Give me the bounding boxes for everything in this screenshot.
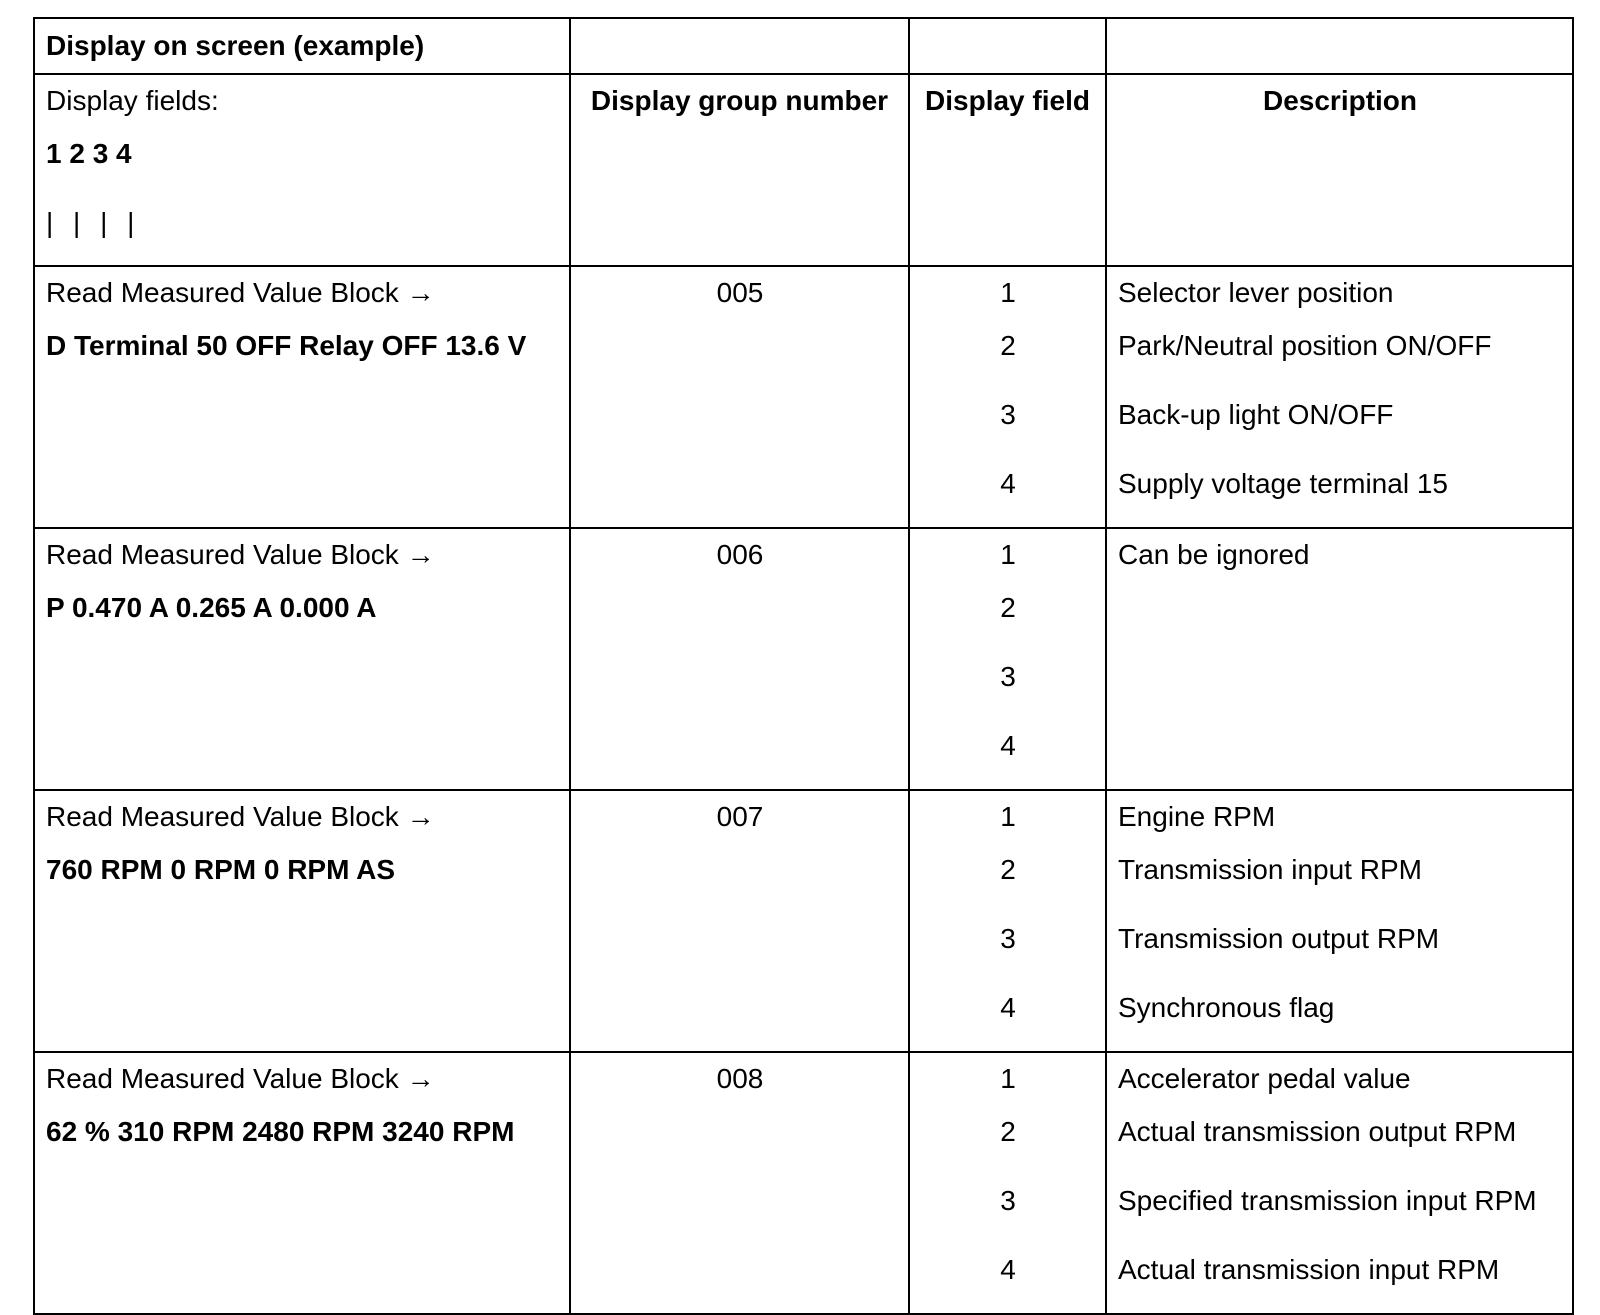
- field-number: 1: [1000, 1063, 1016, 1094]
- description-text: Can be ignored: [1118, 539, 1310, 570]
- group-cell: [570, 790, 909, 1052]
- row-label: Read Measured Value Block →: [46, 539, 435, 570]
- field-cell: [909, 790, 1106, 1052]
- field-number: 2: [1000, 592, 1016, 623]
- group-number: 008: [716, 1063, 764, 1094]
- field-number: 4: [1000, 1254, 1016, 1285]
- empty-title-cell: [909, 18, 1106, 74]
- field-number: 2: [1000, 854, 1016, 885]
- description-cell: [1106, 790, 1573, 1052]
- empty-title-cell: [1106, 18, 1573, 74]
- row-label: Read Measured Value Block →: [46, 1063, 435, 1094]
- title-row: [34, 18, 1573, 74]
- row-values: P 0.470 A 0.265 A 0.000 A: [46, 592, 377, 623]
- row-values: 62 % 310 RPM 2480 RPM 3240 RPM: [46, 1116, 515, 1147]
- header-display-fields-cell: [34, 74, 570, 266]
- group-cell: [570, 1052, 909, 1314]
- field-cell: [909, 1052, 1106, 1314]
- group-cell: [570, 266, 909, 528]
- display-cell: [34, 790, 570, 1052]
- field-number: 3: [1000, 399, 1016, 430]
- field-number: 1: [1000, 277, 1016, 308]
- table-row: [34, 790, 1573, 1052]
- group-number: 006: [716, 539, 764, 570]
- description-text: Transmission output RPM: [1118, 923, 1440, 954]
- field-number: 2: [1000, 1116, 1016, 1147]
- field-number: 4: [1000, 730, 1016, 761]
- description-text: Actual transmission input RPM: [1118, 1254, 1500, 1285]
- description-cell: [1106, 1052, 1573, 1314]
- description-cell: [1106, 266, 1573, 528]
- header-description: Description: [1262, 85, 1418, 116]
- field-number: 4: [1000, 992, 1016, 1023]
- group-number: 005: [716, 277, 764, 308]
- description-text: Specified transmission input RPM: [1118, 1185, 1537, 1216]
- empty-title-cell: [570, 18, 909, 74]
- header-group-number-cell: [570, 74, 909, 266]
- description-text: Transmission input RPM: [1118, 854, 1422, 885]
- field-numbers: 1 2 3 4: [46, 138, 132, 169]
- field-number: 1: [1000, 801, 1016, 832]
- header-description-cell: [1106, 74, 1573, 266]
- header-row: [34, 74, 1573, 266]
- field-number: 3: [1000, 923, 1016, 954]
- field-number: 3: [1000, 661, 1016, 692]
- field-number: 3: [1000, 1185, 1016, 1216]
- field-pipes: | | | |: [46, 207, 141, 238]
- description-text: Synchronous flag: [1118, 992, 1335, 1023]
- measured-value-table: [33, 17, 1574, 1315]
- table-row: [34, 266, 1573, 528]
- display-cell: [34, 1052, 570, 1314]
- description-text: Park/Neutral position ON/OFF: [1118, 330, 1492, 361]
- description-text: Actual transmission output RPM: [1118, 1116, 1517, 1147]
- field-number: 4: [1000, 468, 1016, 499]
- description-text: Engine RPM: [1118, 801, 1276, 832]
- group-cell: [570, 528, 909, 790]
- display-cell: [34, 266, 570, 528]
- field-cell: [909, 528, 1106, 790]
- row-values: D Terminal 50 OFF Relay OFF 13.6 V: [46, 330, 527, 361]
- header-display-field-cell: [909, 74, 1106, 266]
- field-number: 2: [1000, 330, 1016, 361]
- display-fields-label: Display fields:: [46, 85, 219, 116]
- display-cell: [34, 528, 570, 790]
- field-number: 1: [1000, 539, 1016, 570]
- row-label: Read Measured Value Block →: [46, 801, 435, 832]
- description-cell: [1106, 528, 1573, 790]
- field-cell: [909, 266, 1106, 528]
- description-text: Selector lever position: [1118, 277, 1394, 308]
- row-values: 760 RPM 0 RPM 0 RPM AS: [46, 854, 396, 885]
- table-title: Display on screen (example): [46, 30, 425, 61]
- title-cell: [34, 18, 570, 74]
- group-number: 007: [716, 801, 764, 832]
- description-text: Accelerator pedal value: [1118, 1063, 1411, 1094]
- header-display-field: Display field: [925, 85, 1090, 116]
- row-label: Read Measured Value Block →: [46, 277, 435, 308]
- header-group-number: Display group number: [590, 85, 889, 116]
- description-text: Supply voltage terminal 15: [1118, 468, 1448, 499]
- description-text: Back-up light ON/OFF: [1118, 399, 1394, 430]
- table-row: [34, 528, 1573, 790]
- table-row: [34, 1052, 1573, 1314]
